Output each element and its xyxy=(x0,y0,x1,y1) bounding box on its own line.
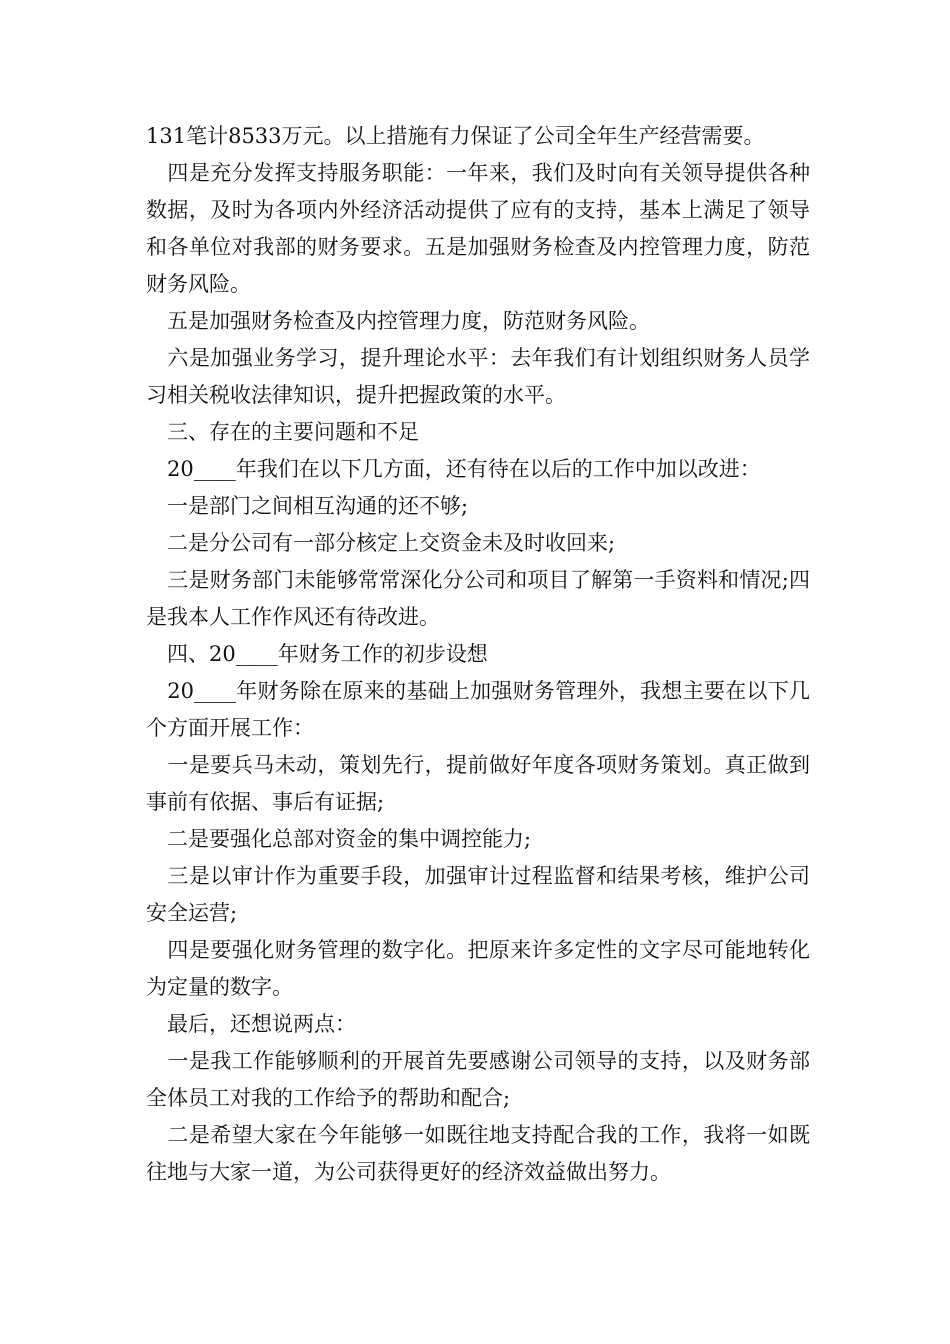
paragraph: 二是分公司有一部分核定上交资金未及时收回来; xyxy=(146,531,616,555)
paragraph: 五是加强财务检查及内控管理力度，防范财务风险。 xyxy=(146,309,650,333)
paragraph: 一是要兵马未动，策划先行，提前做好年度各项财务策划。真正做到事前有依据、事后有证据; xyxy=(146,753,810,814)
paragraph: 四是要强化财务管理的数字化。把原来许多定性的文字尽可能地转化为定量的数字。 xyxy=(146,938,810,999)
paragraph: 20____年我们在以下几方面，还有待在以后的工作中加以改进： xyxy=(146,457,761,481)
paragraph: 六是加强业务学习，提升理论水平：去年我们有计划组织财务人员学习相关税收法律知识，提升把握政策的水平。 xyxy=(146,346,810,407)
paragraph: 一是我工作能够顺利的开展首先要感谢公司领导的支持，以及财务部全体员工对我的工作给予的帮助和配合; xyxy=(146,1049,810,1110)
paragraph: 131笔计8533万元。以上措施有力保证了公司全年生产经营需要。 xyxy=(146,124,765,148)
section-heading: 四、20____年财务工作的初步设想 xyxy=(146,642,488,666)
document-body xyxy=(146,118,810,1191)
paragraph: 二是希望大家在今年能够一如既往地支持配合我的工作，我将一如既往地与大家一道，为公司获得更好的经济效益做出努力。 xyxy=(146,1123,810,1184)
paragraph: 最后，还想说两点： xyxy=(146,1012,356,1036)
paragraph: 三是财务部门未能够常常深化分公司和项目了解第一手资料和情况;四是我本人工作作风还有待改进。 xyxy=(146,568,810,629)
paragraph: 四是充分发挥支持服务职能：一年来，我们及时向有关领导提供各种数据，及时为各项内外经济活动提供了应有的支持，基本上满足了领导和各单位对我部的财务要求。五是加强财务检查及内控管理力度，防范财务风险。 xyxy=(146,161,810,296)
paragraph: 三是以审计作为重要手段，加强审计过程监督和结果考核，维护公司安全运营; xyxy=(146,864,810,925)
paragraph: 一是部门之间相互沟通的还不够; xyxy=(146,494,469,518)
section-heading: 三、存在的主要问题和不足 xyxy=(146,420,419,444)
paragraph: 20____年财务除在原来的基础上加强财务管理外，我想主要在以下几个方面开展工作： xyxy=(146,679,810,740)
paragraph: 二是要强化总部对资金的集中调控能力; xyxy=(146,827,532,851)
